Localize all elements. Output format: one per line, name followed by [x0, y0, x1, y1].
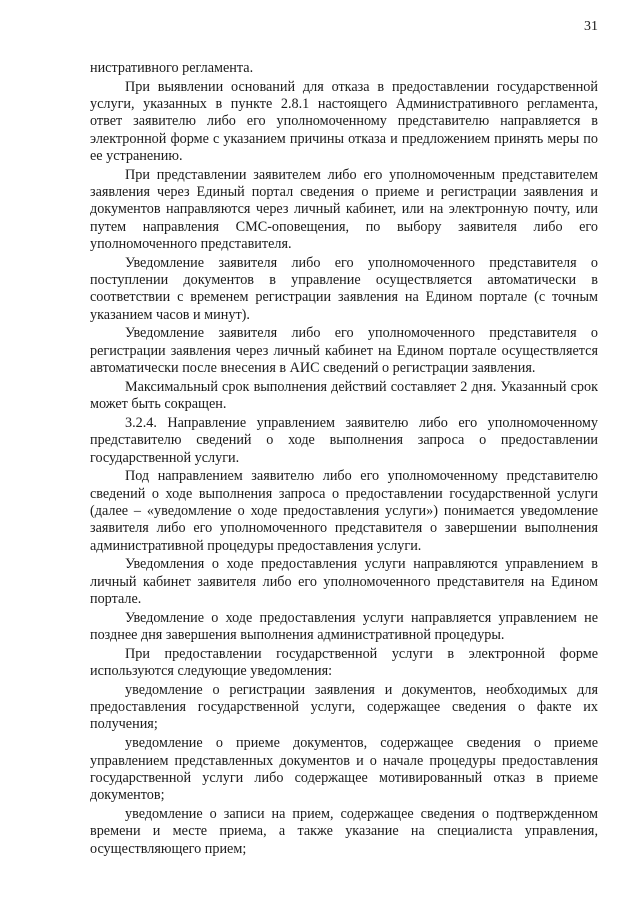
list-item: уведомление о приеме документов, содержащее сведения о приеме управлением представленных документов и о начале процедуры предоставления государственной услуги либо содержащее мотивированный отказ в приеме документов; [90, 735, 598, 804]
document-body [90, 60, 598, 859]
paragraph: Под направлением заявителю либо его уполномоченному представителю сведений о ходе выполнения запроса о предоставлении государственной услуги (далее – «уведомление о ходе предоставления услуги») понимается уведомление заявителя либо его уполномоченного представителя о завершении выполнения административной процедуры предоставления услуги. [90, 468, 598, 554]
paragraph: При предоставлении государственной услуги в электронной форме используются следующие уведомления: [90, 645, 598, 680]
paragraph: Уведомления о ходе предоставления услуги направляются управлением в личный кабинет заявителя либо его уполномоченного представителя на Едином портале. [90, 556, 598, 607]
paragraph: Уведомление заявителя либо его уполномоченного представителя о поступлении документов в управление осуществляется автоматически в соответствии с временем регистрации заявления на Едином портале (с точным указанием часов и минут). [90, 254, 598, 323]
list-item: уведомление о регистрации заявления и документов, необходимых для предоставления государственной услуги, содержащее сведения о факте их получения; [90, 681, 598, 733]
paragraph: При представлении заявителем либо его уполномоченным представителем заявления через Единый портал сведения о приеме и регистрации заявления и документов направляются через личный кабинет, или на электронную почту, или путем направления СМС-оповещения, по выбору заявителя либо его уполномоченного представителя. [90, 166, 598, 252]
paragraph-continuation: нистративного регламента. [90, 60, 254, 76]
paragraph: Уведомление заявителя либо его уполномоченного представителя о регистрации заявления через личный кабинет на Едином портале осуществляется автоматически после внесения в АИС сведений о регистрации заявления. [90, 325, 598, 377]
paragraph: Уведомление о ходе предоставления услуги направляется управлением не позднее дня завершения выполнения административной процедуры. [90, 609, 598, 643]
paragraph: При выявлении оснований для отказа в предоставлении государственной услуги, указанных в пункте 2.8.1 настоящего Административного регламента, ответ заявителю либо его уполномоченному представителю направляется в электронной форме с указанием причины отказа и предложением принять меры по ее устранению. [90, 78, 598, 164]
list-item: уведомление о записи на прием, содержащее сведения о подтвержденном времени и месте приема, а также указание на специалиста управления, осуществляющего прием; [90, 805, 598, 857]
page-number: 31 [584, 19, 598, 34]
paragraph: Максимальный срок выполнения действий составляет 2 дня. Указанный срок может быть сокращен. [90, 378, 598, 413]
section-heading-3-2-4: 3.2.4. Направление управлением заявителю либо его уполномоченному представителю сведений о ходе выполнения запроса о предоставлении государственной услуги. [90, 414, 598, 466]
